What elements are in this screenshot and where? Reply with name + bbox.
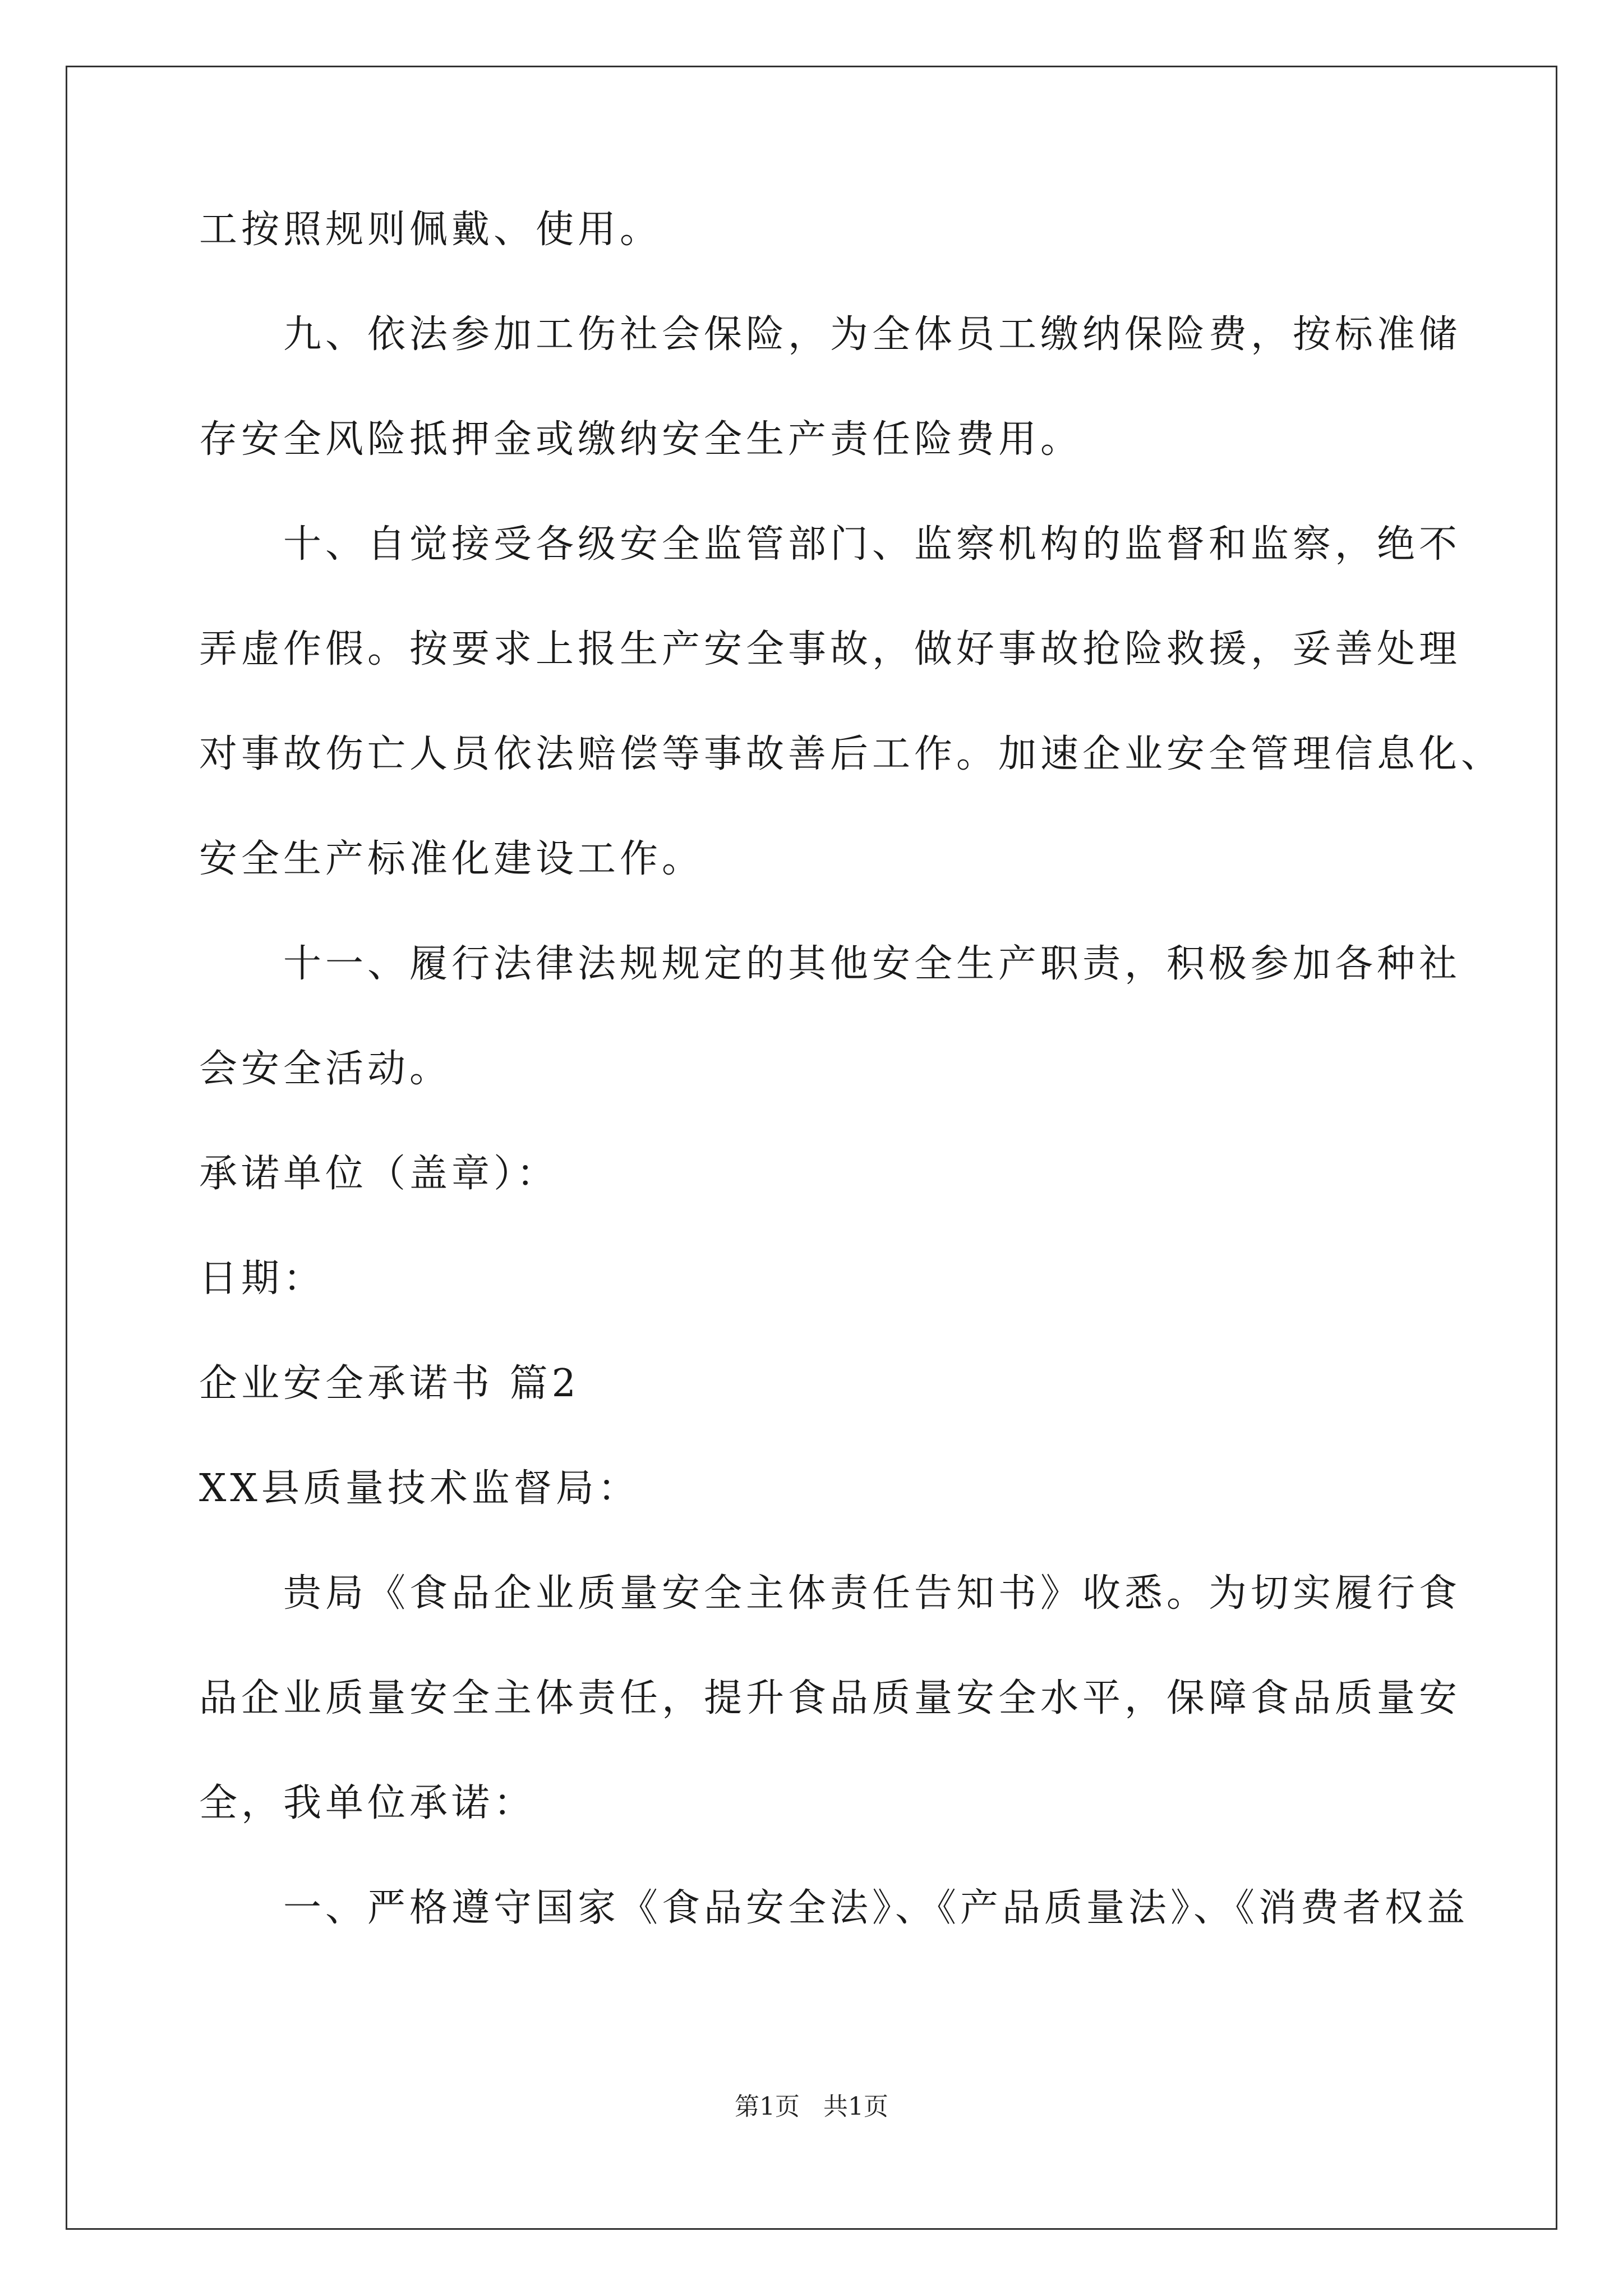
page-footer: [0, 2091, 1623, 2123]
text-line: 日期：: [199, 1257, 326, 1301]
text-line: 工按照规则佩戴、使用。: [199, 208, 662, 252]
text-line: 十一、履行法律法规规定的其他安全生产职责，积极参加各种社: [199, 942, 1461, 986]
text-line: 安全生产标准化建设工作。: [199, 837, 704, 881]
page-number: 第1页: [735, 2092, 800, 2121]
text-line: 贵局《食品企业质量安全主体责任告知书》收悉。为切实履行食: [199, 1571, 1461, 1616]
page-total: 共1页: [823, 2092, 888, 2121]
text-line: 承诺单位（盖章）：: [199, 1152, 559, 1196]
text-line: 九、依法参加工伤社会保险，为全体员工缴纳保险费，按标准储: [199, 312, 1461, 357]
text-line: 十、自觉接受各级安全监管部门、监察机构的监督和监察，绝不: [199, 522, 1461, 567]
addressee-line: XX县质量技术监督局：: [199, 1466, 640, 1511]
text-line: 存安全风险抵押金或缴纳安全生产责任险费用。: [199, 417, 1083, 462]
text-line: 全，我单位承诺：: [199, 1781, 536, 1825]
text-line: 品企业质量安全主体责任，提升食品质量安全水平，保障食品质量安: [199, 1676, 1461, 1720]
text-line: 弄虚作假。按要求上报生产安全事故，做好事故抢险救援，妥善处理: [199, 627, 1461, 671]
text-line: 一、严格遵守国家《食品安全法》、《产品质量法》、《消费者权益: [199, 1886, 1469, 1930]
section-heading: 企业安全承诺书 篇2: [199, 1361, 580, 1406]
text-line: 会安全活动。: [199, 1047, 452, 1091]
text-line: 对事故伤亡人员依法赔偿等事故善后工作。加速企业安全管理信息化、: [199, 732, 1504, 776]
